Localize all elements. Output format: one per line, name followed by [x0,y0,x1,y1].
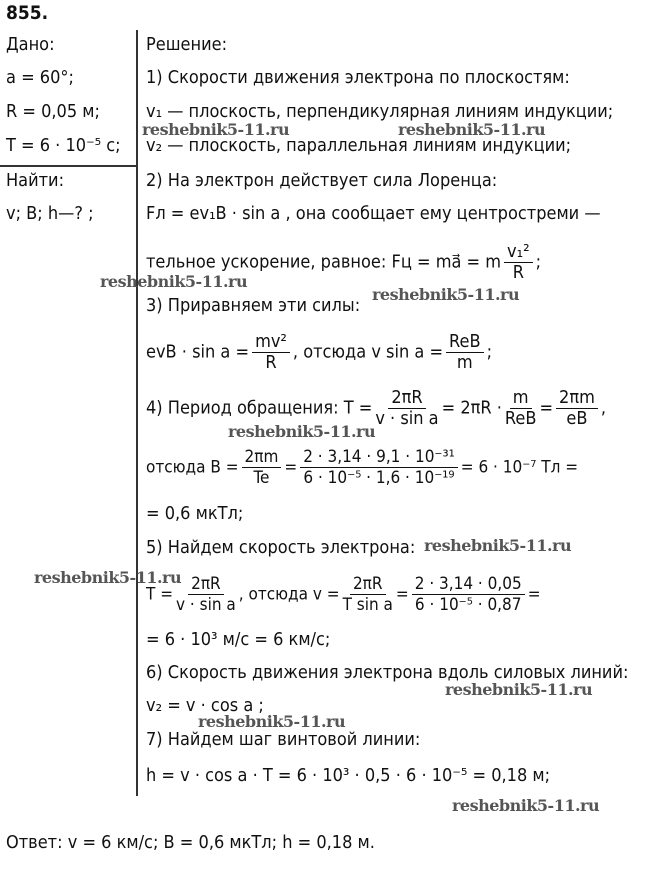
watermark: reshebnik5-11.ru [142,120,290,139]
solution-line: evB · sin a = $\frac{\text{mv²}}{R}$ , отсюда v sin a = ReB m ; [146,331,493,373]
table-vertical-divider [136,30,138,796]
solution-line: 4) Период обращения: T = $\frac{2\pi R}{\text{v · sin a}}$ = 2πR · m ReB = $\frac{2\pi m}{eB}$ , [146,387,606,429]
solution-line: = 6 · 10³ м/с = 6 км/с; [146,629,331,650]
solution-line: отсюда B = $\frac{2\pi m}{Te}$ = $\frac{\text{2 · 3,14 · 9,1 · 10⁻³¹}}{\text{6 · 10⁻⁵ · 1,6 · 10⁻¹⁹}}$ = 6 · 10⁻⁷ Тл = [146,447,579,488]
fraction: m ReB [504,387,537,429]
fraction: $\frac{2 \cdot 3,14 \cdot 0,05}{\text{6 · 10⁻⁵ · 0,87}}$ [412,574,525,615]
fraction: $\frac{2\pi R}{\text{v · sin a}}$ [176,574,236,615]
problem-number: 855. [6,2,49,24]
solution-line: v₂ = v · cos a ; [146,695,264,716]
watermark: reshebnik5-11.ru [372,285,520,304]
solution-line: 3) Приравняем эти силы: [146,295,361,316]
given-item: T = 6 · 10⁻⁵ с; [6,135,121,156]
watermark: reshebnik5-11.ru [424,536,572,555]
solution-line: 1) Скорости движения электрона по плоскостям: [146,67,570,88]
fraction: $\frac{\text{mv²}}{R}$ [252,332,290,373]
solution-line: = 0,6 мкТл; [146,503,244,524]
solution-line: тельное ускорение, равное: Fц = ma⃗ = m $\frac{\text{v₁²}}{R}$ ; [146,241,542,283]
find-items: v; B; h—? ; [6,203,94,224]
fraction: $\frac{2\pi m}{Te}$ [242,447,282,488]
watermark: reshebnik5-11.ru [398,120,546,139]
fraction: $\frac{2\pi R}{\text{v · sin a}}$ [375,387,439,429]
find-title: Найти: [6,170,65,191]
given-item: R = 0,05 м; [6,101,100,122]
given-find-divider [0,165,137,167]
solution-line: 2) На электрон действует сила Лоренца: [146,170,498,191]
fraction: $\frac{\text{v₁²}}{R}$ [504,242,533,283]
solution-line: 5) Найдем скорость электрона: [146,537,416,558]
solution-line: v₁ — плоскость, перпендикулярная линиям индукции; [146,101,614,122]
solution-line: Fл = ev₁B · sin a , она сообщает ему центростреми — [146,203,601,224]
solution-line: 7) Найдем шаг винтовой линии: [146,729,421,750]
fraction: ReB m [446,332,484,373]
given-title: Дано: [6,34,55,55]
solution-line: h = v · cos a · T = 6 · 10³ · 0,5 · 6 · 10⁻⁵ = 0,18 м; [146,765,551,786]
solution-title: Решение: [146,34,228,55]
watermark: reshebnik5-11.ru [34,568,182,587]
fraction: $\frac{2\pi R}{\text{T sin a}}$ [342,574,393,615]
watermark: reshebnik5-11.ru [452,796,600,815]
solution-line: v₂ — плоскость, параллельная линиям индукции; [146,135,572,156]
fraction: $\frac{\text{2 · 3,14 · 9,1 · 10⁻³¹}}{\text{6 · 10⁻⁵ · 1,6 · 10⁻¹⁹}}$ [300,447,458,488]
text: тельное ускорение, равное: Fц = ma⃗ = m [146,251,502,273]
given-item: a = 60°; [6,67,74,88]
fraction: $\frac{2\pi m}{eB}$ [556,388,598,429]
solution-line: 6) Скорость движения электрона вдоль силовых линий: [146,662,629,683]
answer: Ответ: v = 6 км/с; B = 0,6 мкТл; h = 0,18 м. [6,832,375,853]
watermark: reshebnik5-11.ru [198,712,346,731]
solution-line: T = $\frac{2\pi R}{\text{v · sin a}}$ , отсюда v = $\frac{2\pi R}{\text{T sin a}}$ = $\frac{2 \cdot 3,14 \cdot 0,05}{\text{6 · 10⁻⁵ · 0,87}}$ = [146,574,541,615]
watermark: reshebnik5-11.ru [228,422,376,441]
watermark: reshebnik5-11.ru [100,272,248,291]
watermark: reshebnik5-11.ru [445,680,593,699]
